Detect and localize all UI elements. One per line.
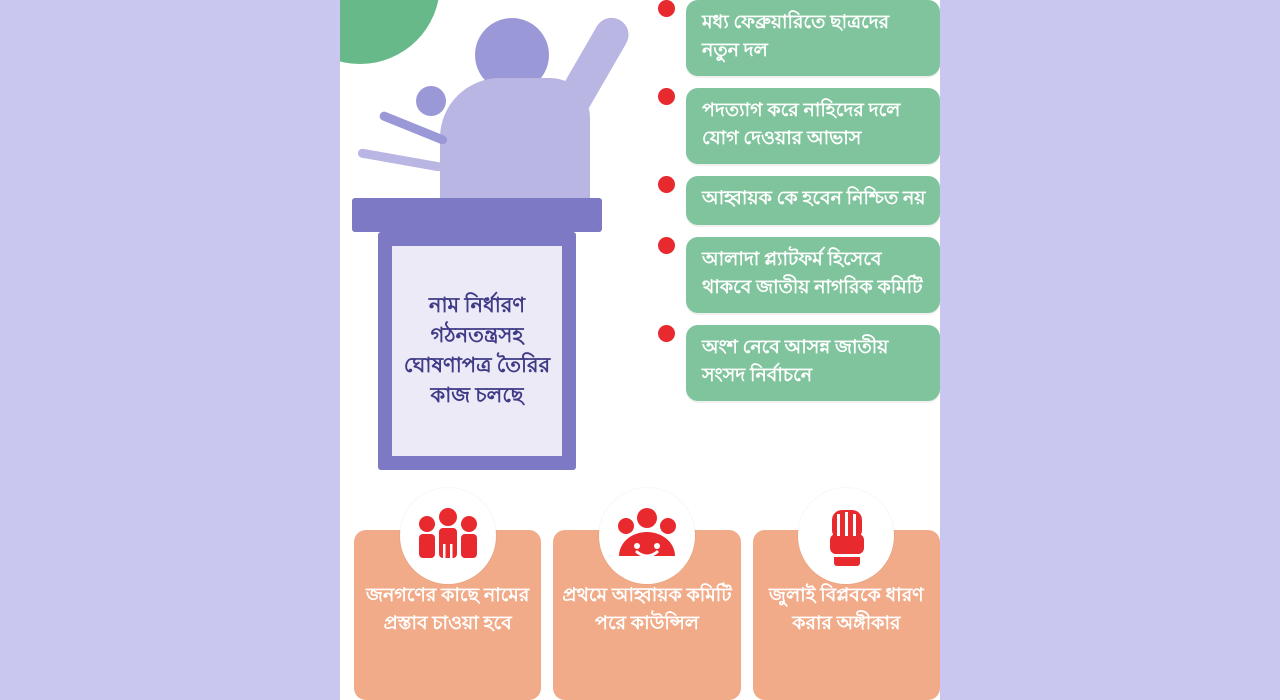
speaker-at-podium-illustration [340,0,640,480]
list-item [650,0,940,76]
bottom-card-text: জুলাই বিপ্লবকে ধারণ করার অঙ্গীকার [769,585,924,635]
bullet-card-text: অংশ নেবে আসন্ন জাতীয় সংসদ নির্বাচনে [686,325,940,401]
list-item [650,237,940,313]
bullet-dot-icon [658,237,675,254]
bullet-card-text: আহ্বায়ক কে হবেন নিশ্চিত নয় [686,176,940,224]
bottom-card-row [354,530,940,700]
bottom-card-text: জনগণের কাছে নামের প্রস্তাব চাওয়া হবে [366,585,530,635]
raised-fist-icon [798,488,894,584]
podium-top-shape [352,198,602,232]
people-group-icon [400,488,496,584]
speaker-body-shape [440,78,590,208]
bottom-card [354,530,541,700]
list-item [650,88,940,164]
bottom-card [753,530,940,700]
bullet-list [650,0,940,413]
bullet-dot-icon [658,88,675,105]
bullet-dot-icon [658,0,675,17]
podium-statement-text: নাম নির্ধারণ গঠনতন্ত্রসহ ঘোষণাপত্র তৈরির কাজ চলছে [403,293,551,407]
bullet-dot-icon [658,176,675,193]
microphone-head-icon [416,86,446,116]
list-item [650,325,940,401]
bullet-dot-icon [658,325,675,342]
podium-panel [392,246,562,456]
list-item [650,176,940,224]
community-icon [599,488,695,584]
bottom-card-text: প্রথমে আহ্বায়ক কমিটি পরে কাউন্সিল [562,585,732,635]
bullet-card-text: আলাদা প্ল্যাটফর্ম হিসেবে থাকবে জাতীয় নাগরিক কমিটি [686,237,940,313]
microphone-stem [378,110,448,145]
microphone-lower-stem [357,148,443,172]
bullet-card-text: মধ্য ফেব্রুয়ারিতে ছাত্রদের নতুন দল [686,0,940,76]
infographic-sheet [340,0,940,700]
bottom-card [553,530,740,700]
bullet-card-text: পদত্যাগ করে নাহিদের দলে যোগ দেওয়ার আভাস [686,88,940,164]
